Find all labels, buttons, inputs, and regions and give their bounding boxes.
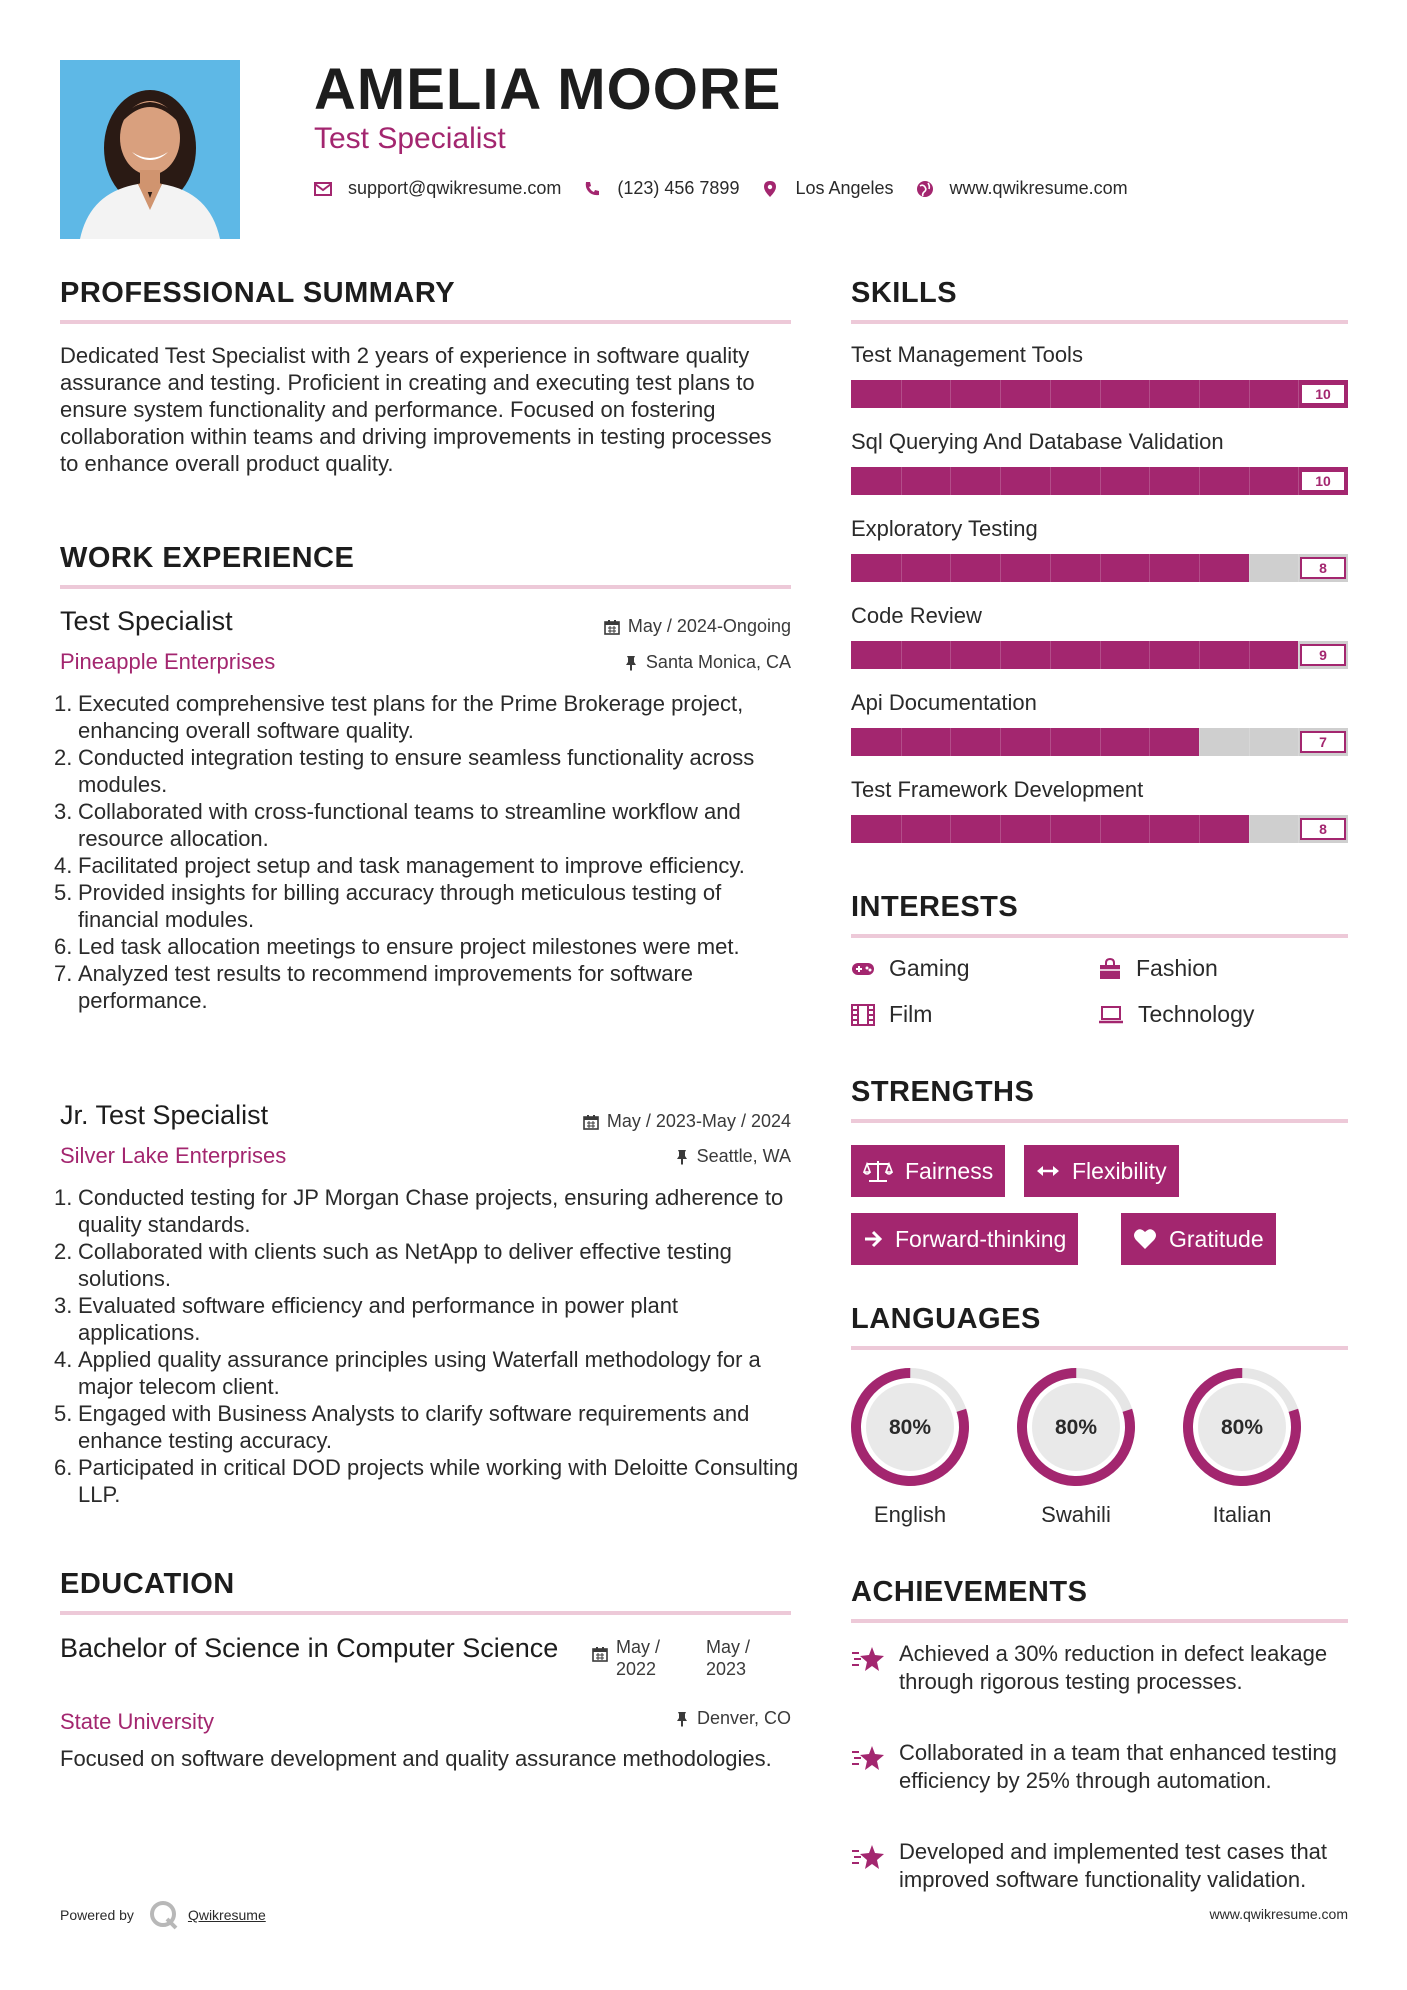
- work-divider: [60, 585, 791, 589]
- skill-bar-divider: [1100, 728, 1101, 756]
- footer-powered-by: [60, 1900, 266, 1930]
- skills-divider: [851, 320, 1348, 324]
- skill-bar-divider: [1000, 815, 1001, 843]
- list-item: 3. Evaluated software efficiency and performance in power plant applications.: [54, 1293, 679, 1345]
- calendar-icon: [604, 619, 620, 635]
- job-title: Jr. Test Specialist: [60, 1100, 269, 1130]
- strengths-divider: [851, 1119, 1348, 1123]
- list-item: 4. Applied quality assurance principles using Waterfall methodology for a major telecom client.: [54, 1347, 761, 1399]
- interest-gaming: [851, 955, 970, 982]
- interest-label: Fashion: [1136, 955, 1218, 981]
- degree-title: Bachelor of Science in Computer Science: [60, 1633, 559, 1663]
- interests-heading: INTERESTS: [851, 891, 1019, 923]
- phone-icon: [583, 180, 601, 198]
- profile-photo: [60, 60, 240, 239]
- calendar-icon: [583, 1114, 599, 1130]
- skill-bar-divider: [1199, 728, 1200, 756]
- skill-bar-divider: [901, 554, 902, 582]
- contact-email[interactable]: support@qwikresume.com: [348, 178, 562, 198]
- education-description: Focused on software development and quality assurance methodologies.: [60, 1746, 772, 1771]
- skill-bar-divider: [950, 728, 951, 756]
- skill-bar-divider: [1050, 554, 1051, 582]
- language-progress-ring: [1180, 1365, 1304, 1489]
- list-item: 1. Executed comprehensive test plans for the Prime Brokerage project, enhancing overall software quality.: [54, 691, 744, 743]
- achievement-text: Achieved a 30% reduction in defect leakage through rigorous testing processes.: [899, 1641, 1328, 1694]
- language-percent: 80%: [1220, 1416, 1264, 1439]
- candidate-title: Test Specialist: [314, 122, 506, 155]
- education-divider: [60, 1611, 791, 1615]
- education-end: May / 2023: [706, 1637, 751, 1679]
- education-heading: EDUCATION: [60, 1568, 235, 1600]
- arrows-horizontal-icon: [1036, 1164, 1060, 1178]
- achievements-heading: ACHIEVEMENTS: [851, 1576, 1088, 1608]
- skill-bar-divider: [901, 728, 902, 756]
- strength-label: Flexibility: [1072, 1157, 1167, 1184]
- skill-bar-divider: [901, 380, 902, 408]
- skill-bar: [851, 467, 1348, 495]
- job-dates-text: May / 2024-Ongoing: [627, 616, 791, 636]
- job-dates: [583, 1111, 791, 1132]
- skill-level-badge: 10: [1300, 383, 1346, 405]
- globe-icon: [916, 180, 934, 198]
- skill-level-badge: 8: [1300, 818, 1346, 840]
- education-dates: [592, 1636, 772, 1680]
- skill-bar-divider: [1249, 815, 1250, 843]
- skill-bar-fill: [851, 641, 1298, 669]
- skill-name: Test Framework Development: [851, 777, 1144, 802]
- skill-name: Api Documentation: [851, 690, 1037, 715]
- map-marker-icon: [761, 180, 779, 198]
- skill-name: Exploratory Testing: [851, 516, 1038, 541]
- skill-bar-divider: [1000, 641, 1001, 669]
- languages-heading: LANGUAGES: [851, 1303, 1041, 1335]
- skill-bar-divider: [1000, 554, 1001, 582]
- education-start: May / 2022: [616, 1637, 661, 1679]
- star-icon: [851, 1644, 887, 1674]
- pushpin-icon: [624, 655, 638, 671]
- skill-name: Test Management Tools: [851, 342, 1083, 367]
- skill-bar-divider: [950, 380, 951, 408]
- skill-bar-divider: [1000, 380, 1001, 408]
- skill-bar-divider: [1050, 815, 1051, 843]
- job-dates-text: May / 2023-May / 2024: [606, 1111, 791, 1131]
- qwikresume-logo-icon: [148, 1900, 180, 1930]
- star-icon: [851, 1842, 887, 1872]
- skill-bar-divider: [950, 641, 951, 669]
- contact-phone[interactable]: (123) 456 7899: [617, 178, 740, 198]
- achievement-text: Collaborated in a team that enhanced testing efficiency by 25% through automation.: [899, 1740, 1337, 1793]
- skill-bar-divider: [1000, 728, 1001, 756]
- strength-tag: [851, 1145, 1005, 1197]
- skill-bar-divider: [950, 467, 951, 495]
- skill-bar-divider: [1000, 467, 1001, 495]
- interest-label: Technology: [1138, 1001, 1255, 1027]
- language-progress-ring: [848, 1365, 972, 1489]
- achievements-divider: [851, 1619, 1348, 1623]
- education-location-text: Denver, CO: [696, 1708, 791, 1728]
- list-item: 3. Collaborated with cross-functional teams to streamline workflow and resource allocation.: [54, 799, 741, 851]
- skill-bar-divider: [1249, 641, 1250, 669]
- skill-bar: [851, 815, 1348, 843]
- skill-bar-divider: [1149, 815, 1150, 843]
- language-ring: [1180, 1365, 1304, 1494]
- list-item: 4. Facilitated project setup and task management to improve efficiency.: [54, 853, 745, 878]
- list-item: 5. Engaged with Business Analysts to clarify software requirements and enhance testing accuracy.: [54, 1401, 750, 1453]
- job-location: [675, 1146, 791, 1167]
- skill-bar: [851, 728, 1348, 756]
- language-name: English: [873, 1502, 947, 1527]
- contact-row: [314, 178, 1150, 199]
- qwikresume-link[interactable]: Qwikresume: [187, 1907, 266, 1923]
- achievement-item: [851, 1739, 1351, 1795]
- summary-divider: [60, 320, 791, 324]
- interests-divider: [851, 934, 1348, 938]
- powered-by-label: Powered by: [60, 1907, 134, 1923]
- skill-bar-divider: [901, 815, 902, 843]
- school-name: State University: [60, 1709, 215, 1734]
- skill-bar-divider: [1050, 728, 1051, 756]
- job-location-text: Santa Monica, CA: [645, 652, 791, 672]
- job-location-text: Seattle, WA: [696, 1146, 791, 1166]
- list-item: 5. Provided insights for billing accuracy through meticulous testing of financial modules.: [54, 880, 722, 932]
- envelope-icon: [314, 180, 332, 198]
- list-item: 7. Analyzed test results to recommend improvements for software performance.: [54, 961, 694, 1013]
- calendar-icon: [592, 1646, 608, 1662]
- gamepad-icon: [851, 961, 875, 977]
- skill-bar-divider: [1249, 380, 1250, 408]
- skill-level-badge: 9: [1300, 644, 1346, 666]
- laptop-icon: [1098, 1006, 1124, 1024]
- skill-bar-divider: [1050, 467, 1051, 495]
- skill-bar-divider: [1050, 641, 1051, 669]
- job-bullets: [54, 690, 800, 1014]
- achievement-text: Developed and implemented test cases that improved software functionality validation.: [899, 1839, 1328, 1892]
- footer-website[interactable]: www.qwikresume.com: [1209, 1906, 1348, 1922]
- skill-bar-divider: [1149, 641, 1150, 669]
- strengths-heading: STRENGTHS: [851, 1076, 1035, 1108]
- skill-bar-divider: [901, 641, 902, 669]
- interest-technology: [1098, 1001, 1254, 1028]
- strength-tag: [1024, 1145, 1179, 1197]
- achievement-item: [851, 1640, 1351, 1696]
- job-company: Silver Lake Enterprises: [60, 1143, 287, 1168]
- list-item: 2. Collaborated with clients such as NetApp to deliver effective testing solutions.: [54, 1239, 732, 1291]
- contact-website[interactable]: www.qwikresume.com: [949, 178, 1128, 198]
- job-company: Pineapple Enterprises: [60, 649, 276, 674]
- skill-level-badge: 8: [1300, 557, 1346, 579]
- skill-bar-divider: [1149, 554, 1150, 582]
- film-icon: [851, 1004, 875, 1026]
- job-title: Test Specialist: [60, 606, 233, 636]
- skill-bar-divider: [950, 554, 951, 582]
- summary-text: Dedicated Test Specialist with 2 years of experience in software quality assurance and testing. Proficient in creating and executing test plans to ensure system functionality and performance. Focused on fostering collaboration within teams and driving improvements in testing processes to enhance overall product quality.: [60, 343, 772, 476]
- skill-bar-divider: [1249, 554, 1250, 582]
- candidate-name: AMELIA MOORE: [314, 57, 782, 122]
- list-item: 2. Conducted integration testing to ensure seamless functionality across modules.: [54, 745, 755, 797]
- interest-label: Gaming: [889, 955, 970, 981]
- skill-level-badge: 7: [1300, 731, 1346, 753]
- balance-scale-icon: [863, 1159, 893, 1183]
- strength-label: Forward-thinking: [895, 1225, 1067, 1252]
- skill-name: Code Review: [851, 603, 982, 628]
- skill-bar-divider: [901, 467, 902, 495]
- skill-bar-divider: [1149, 380, 1150, 408]
- skill-bar-divider: [950, 815, 951, 843]
- interest-film: [851, 1001, 932, 1028]
- work-heading: WORK EXPERIENCE: [60, 542, 355, 574]
- skill-bar-divider: [1149, 728, 1150, 756]
- skill-bar-divider: [1199, 467, 1200, 495]
- interest-label: Film: [889, 1001, 933, 1027]
- skill-bar-divider: [1199, 380, 1200, 408]
- language-percent: 80%: [888, 1416, 932, 1439]
- language-progress-ring: [1014, 1365, 1138, 1489]
- list-item: 6. Participated in critical DOD projects while working with Deloitte Consulting LLP.: [54, 1455, 799, 1507]
- skill-bar: [851, 554, 1348, 582]
- interest-fashion: [1098, 955, 1218, 982]
- skill-bar-divider: [1100, 467, 1101, 495]
- skill-bar-divider: [1249, 467, 1250, 495]
- skill-bar-divider: [1100, 380, 1101, 408]
- list-item: 6. Led task allocation meetings to ensure project milestones were met.: [54, 934, 740, 959]
- languages-divider: [851, 1346, 1348, 1350]
- summary-heading: PROFESSIONAL SUMMARY: [60, 277, 456, 309]
- arrow-right-icon: [863, 1229, 883, 1249]
- language-name: Swahili: [1041, 1502, 1111, 1527]
- language-name: Italian: [1212, 1502, 1272, 1527]
- skill-bar-divider: [1249, 728, 1250, 756]
- list-item: 1. Conducted testing for JP Morgan Chase projects, ensuring adherence to quality standards.: [54, 1185, 784, 1237]
- skill-bar-divider: [1199, 641, 1200, 669]
- skill-name: Sql Querying And Database Validation: [851, 429, 1224, 454]
- contact-location: Los Angeles: [795, 178, 894, 198]
- skill-bar-divider: [1100, 641, 1101, 669]
- strength-tag: [851, 1213, 1078, 1265]
- skill-bar-divider: [1100, 554, 1101, 582]
- skill-bar: [851, 641, 1348, 669]
- job-dates: [604, 616, 791, 637]
- job-bullets: [54, 1184, 800, 1508]
- skill-bar-divider: [1050, 380, 1051, 408]
- job-location: [624, 652, 791, 673]
- shopping-bag-icon: [1098, 958, 1122, 980]
- skill-bar: [851, 380, 1348, 408]
- skill-bar-divider: [1149, 467, 1150, 495]
- achievement-item: [851, 1838, 1351, 1894]
- skill-bar-divider: [1100, 815, 1101, 843]
- language-percent: 80%: [1054, 1416, 1098, 1439]
- skill-bar-divider: [1199, 815, 1200, 843]
- language-ring: [1014, 1365, 1138, 1494]
- language-ring: [848, 1365, 972, 1494]
- pushpin-icon: [675, 1711, 689, 1727]
- skill-bar-fill: [851, 728, 1199, 756]
- skill-bar-divider: [1199, 554, 1200, 582]
- pushpin-icon: [675, 1149, 689, 1165]
- education-location: [675, 1708, 791, 1729]
- strength-tag: [1121, 1213, 1276, 1265]
- skill-level-badge: 10: [1300, 470, 1346, 492]
- strength-label: Fairness: [905, 1157, 994, 1184]
- skills-heading: SKILLS: [851, 277, 958, 309]
- strength-label: Gratitude: [1169, 1225, 1264, 1252]
- heart-icon: [1133, 1228, 1157, 1250]
- star-icon: [851, 1743, 887, 1773]
